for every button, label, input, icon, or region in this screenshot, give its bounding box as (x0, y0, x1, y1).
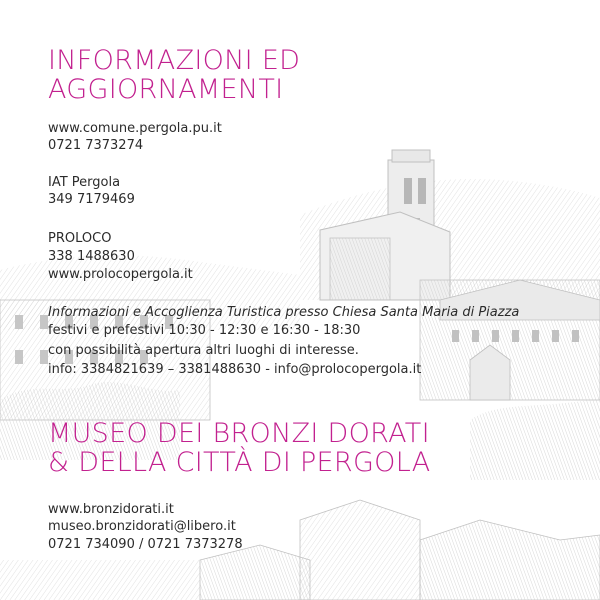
accoglienza-hours: festivi e prefestivi 10:30 - 12:30 e 16:30 - 18:30 (48, 323, 361, 338)
accoglienza-heading: Informazioni e Accoglienza Turistica presso Chiesa Santa Maria di Piazza (48, 305, 520, 320)
museo-title-line1: MUSEO DEI BRONZI DORATI (48, 418, 430, 449)
comune-phone: 0721 7373274 (48, 138, 144, 153)
info-section-title (48, 46, 300, 104)
museo-website-link[interactable]: www.bronzidorati.it (48, 502, 174, 517)
info-title-line2: AGGIORNAMENTI (48, 74, 284, 105)
accoglienza-note: con possibilità apertura altri luoghi di interesse. (48, 343, 359, 358)
iat-name: IAT Pergola (48, 175, 121, 190)
museo-email-link[interactable]: museo.bronzidorati@libero.it (48, 519, 236, 534)
info-title-line1: INFORMAZIONI ED (48, 45, 301, 76)
museo-title-line2: & DELLA CITTÀ DI PERGOLA (48, 447, 431, 478)
proloco-phone: 338 1488630 (48, 249, 135, 264)
proloco-website-link[interactable]: www.prolocopergola.it (48, 267, 193, 282)
museo-phones: 0721 734090 / 0721 7373278 (48, 537, 243, 552)
iat-phone: 349 7179469 (48, 192, 135, 207)
comune-website-link[interactable]: www.comune.pergola.pu.it (48, 121, 222, 136)
museo-section-title (48, 419, 430, 477)
accoglienza-contacts: info: 3384821639 – 3381488630 - info@prolocopergola.it (48, 362, 422, 377)
proloco-name: PROLOCO (48, 231, 112, 246)
